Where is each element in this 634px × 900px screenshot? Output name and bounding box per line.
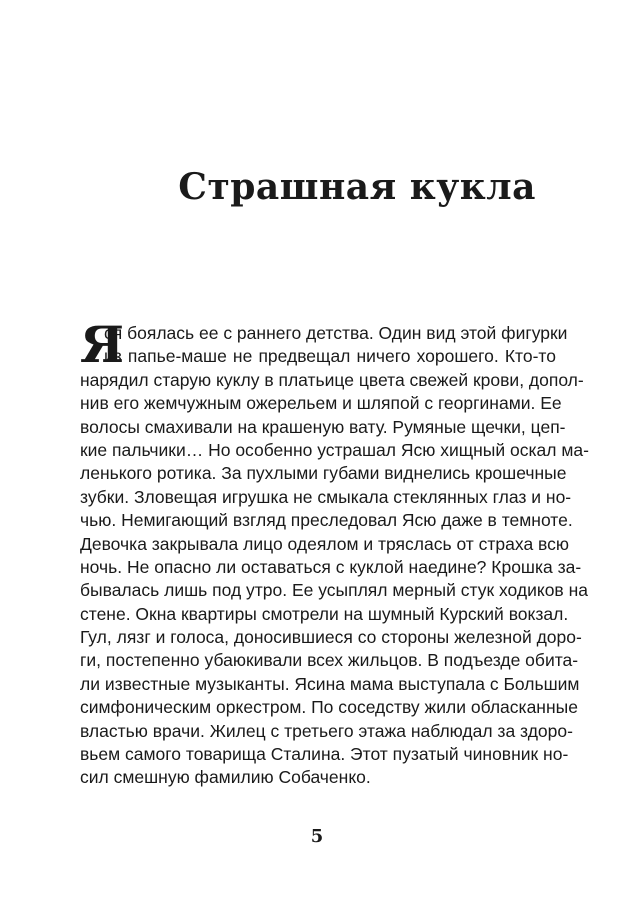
- text-line: кие пальчики… Но особенно устрашал Ясю хищный оскал ма-: [80, 439, 589, 460]
- drop-cap: Я: [80, 315, 125, 374]
- text-line: сил смешную фамилию Собаченко.: [80, 767, 371, 788]
- text-line: из папье-маше не предвещал ничего хорошего. Кто-то: [104, 346, 556, 367]
- text-line: симфоническим оркестром. По соседству жили обласканные: [80, 697, 578, 718]
- text-line: властью врачи. Жилец с третьего этажа наблюдал за здоро-: [80, 720, 573, 741]
- page-number: 5: [310, 826, 324, 847]
- text-line: Гул, лязг и голоса, доносившиеся со стороны железной доро-: [80, 627, 582, 648]
- text-line: нив его жемчужным ожерельем и шляпой с георгинами. Ее: [80, 393, 562, 414]
- text-line: волосы смахивали на крашеную вату. Румяные щечки, цеп-: [80, 416, 566, 437]
- chapter-body-text: [80, 315, 589, 790]
- chapter-title: Страшная кукла: [178, 166, 536, 208]
- text-line: ленького ротика. За пухлыми губами виднелись крошечные: [80, 463, 567, 484]
- text-line: зубки. Зловещая игрушка не смыкала стеклянных глаз и но-: [80, 486, 572, 507]
- text-line: ночь. Не опасно ли оставаться с куклой наедине? Крошка за-: [80, 556, 582, 577]
- text-line: чью. Немигающий взгляд преследовал Ясю даже в темноте.: [80, 510, 573, 531]
- text-line: бывалась лишь под утро. Ее усыплял мерный стук ходиков на: [80, 580, 588, 601]
- text-line: ли известные музыканты. Ясина мама выступала с Большим: [80, 673, 580, 694]
- text-line: ги, постепенно убаюкивали всех жильцов. В подъезде обита-: [80, 650, 579, 671]
- text-line: Девочка закрывала лицо одеялом и тряслась от страха всю: [80, 533, 570, 554]
- text-line: вьем самого товарища Сталина. Этот пузатый чиновник но-: [80, 744, 569, 765]
- text-line: нарядил старую куклу в платьице цвета свежей крови, допол-: [80, 369, 584, 390]
- text-line: ся боялась ее с раннего детства. Один вид этой фигурки: [104, 323, 568, 343]
- text-line: стене. Окна квартиры смотрели на шумный Курский вокзал.: [80, 603, 569, 624]
